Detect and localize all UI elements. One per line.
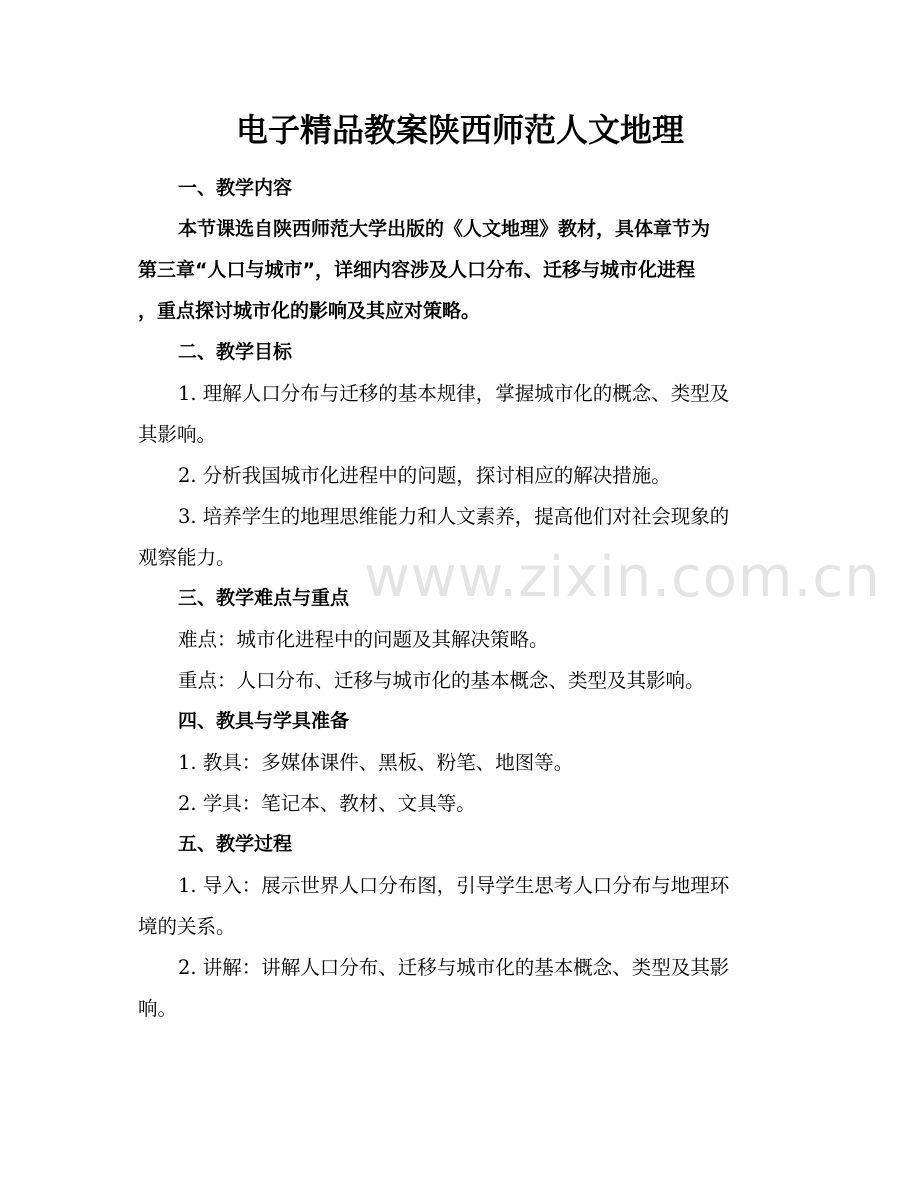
list-item: 1. 理解人口分布与迁移的基本规律，掌握城市化的概念、类型及 xyxy=(178,382,730,405)
list-item: 2. 分析我国城市化进程中的问题，探讨相应的解决措施。 xyxy=(178,464,671,487)
list-item-continuation: 观察能力。 xyxy=(138,546,236,569)
paragraph-line: ，重点探讨城市化的影响及其应对策略。 xyxy=(138,300,481,322)
watermark: www.zixin.com.cn xyxy=(364,545,881,610)
paragraph-line: 重点：人口分布、迁移与城市化的基本概念、类型及其影响。 xyxy=(178,669,705,692)
list-item-continuation: 境的关系。 xyxy=(138,915,236,938)
paragraph-line: 本节课选自陕西师范大学出版的《人文地理》教材，具体章节为 xyxy=(178,218,711,240)
section-heading-difficulties: 三、教学难点与重点 xyxy=(178,587,350,609)
section-heading-process: 五、教学过程 xyxy=(178,833,293,855)
list-item-continuation: 其影响。 xyxy=(138,423,217,446)
list-item: 3. 培养学生的地理思维能力和人文素养，提高他们对社会现象的 xyxy=(178,505,730,528)
list-item: 1. 教具：多媒体课件、黑板、粉笔、地图等。 xyxy=(178,751,574,774)
list-item: 2. 学具：笔记本、教材、文具等。 xyxy=(178,792,476,815)
section-heading-materials: 四、教具与学具准备 xyxy=(178,710,350,732)
list-item: 2. 讲解：讲解人口分布、迁移与城市化的基本概念、类型及其影 xyxy=(178,956,730,979)
list-item-continuation: 响。 xyxy=(138,997,178,1020)
section-heading-content: 一、教学内容 xyxy=(178,177,293,199)
paragraph-line: 难点：城市化进程中的问题及其解决策略。 xyxy=(178,628,549,651)
list-item: 1. 导入：展示世界人口分布图，引导学生思考人口分布与地理环 xyxy=(178,874,730,897)
section-heading-objectives: 二、教学目标 xyxy=(178,341,293,363)
page-title: 电子精品教案陕西师范人文地理 xyxy=(235,111,684,149)
paragraph-line: 第三章“人口与城市”，详细内容涉及人口分布、迁移与城市化进程 xyxy=(138,259,695,281)
